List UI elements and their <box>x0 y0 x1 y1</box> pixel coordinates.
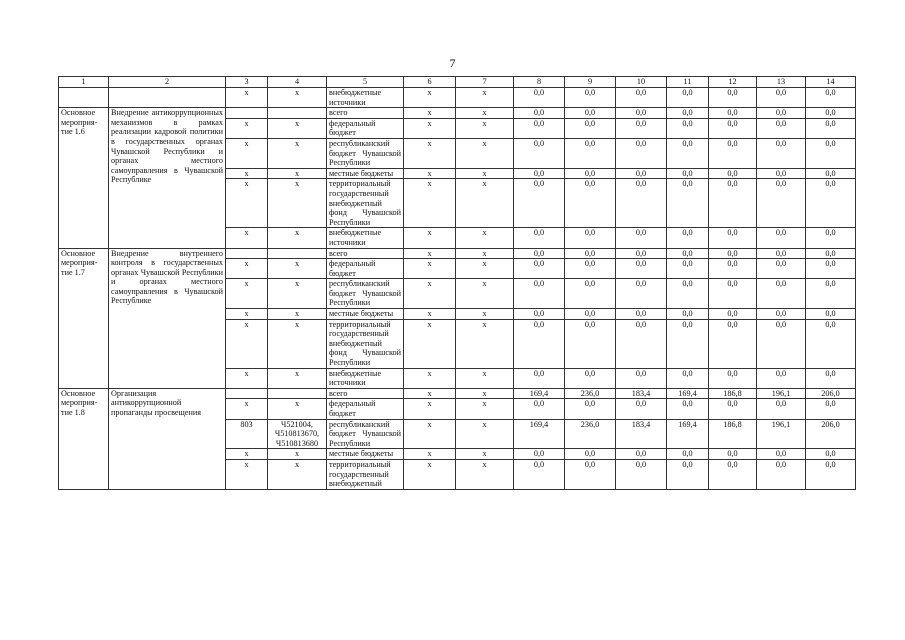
subgroup-cell: x <box>456 319 514 368</box>
funding-source-cell: республиканский бюджет Чувашской Республики <box>327 279 404 309</box>
column-header: 12 <box>709 77 757 88</box>
amount-cell: 0,0 <box>514 399 565 419</box>
amount-cell: 0,0 <box>565 309 616 320</box>
empty-cell <box>59 88 109 108</box>
column-header: 14 <box>806 77 856 88</box>
target-article-cell <box>268 108 327 119</box>
kbk-code-cell: x <box>226 319 268 368</box>
column-header: 2 <box>109 77 226 88</box>
amount-cell: 0,0 <box>757 259 806 279</box>
amount-cell: 196,1 <box>757 388 806 399</box>
funding-source-cell: внебюджетные источники <box>327 368 404 388</box>
target-article-cell: x <box>268 179 327 228</box>
amount-cell: 169,4 <box>514 419 565 449</box>
target-article-cell: Ч521004, Ч510813670, Ч510813680 <box>268 419 327 449</box>
target-article-cell: x <box>268 168 327 179</box>
amount-cell: 0,0 <box>565 368 616 388</box>
kbk-code-cell: x <box>226 88 268 108</box>
amount-cell: 0,0 <box>757 179 806 228</box>
subgroup-cell: x <box>456 309 514 320</box>
event-description-cell: Организация антикоррупционной пропаганды просвещения <box>109 388 226 489</box>
target-article-cell: x <box>268 279 327 309</box>
kbk-code-cell: x <box>226 228 268 248</box>
amount-cell: 0,0 <box>806 399 856 419</box>
funding-source-cell: территориальный государственный внебюджетный <box>327 459 404 489</box>
target-article-cell: x <box>268 459 327 489</box>
amount-cell: 0,0 <box>757 449 806 460</box>
amount-cell: 0,0 <box>667 108 709 119</box>
amount-cell: 0,0 <box>709 179 757 228</box>
amount-cell: 0,0 <box>757 279 806 309</box>
amount-cell: 0,0 <box>514 168 565 179</box>
target-article-cell: x <box>268 88 327 108</box>
subgroup-cell: x <box>456 368 514 388</box>
amount-cell: 0,0 <box>514 368 565 388</box>
amount-cell: 0,0 <box>616 368 667 388</box>
amount-cell: 0,0 <box>616 399 667 419</box>
group-cell: x <box>404 449 456 460</box>
amount-cell: 0,0 <box>709 309 757 320</box>
subgroup-cell: x <box>456 399 514 419</box>
target-article-cell <box>268 388 327 399</box>
group-cell: x <box>404 279 456 309</box>
amount-cell: 0,0 <box>514 88 565 108</box>
amount-cell: 0,0 <box>565 118 616 138</box>
kbk-code-cell: x <box>226 138 268 168</box>
amount-cell: 0,0 <box>757 138 806 168</box>
amount-cell: 0,0 <box>616 138 667 168</box>
column-header: 10 <box>616 77 667 88</box>
column-header: 8 <box>514 77 565 88</box>
kbk-code-cell <box>226 108 268 119</box>
amount-cell: 0,0 <box>565 279 616 309</box>
funding-source-cell: федеральный бюджет <box>327 118 404 138</box>
funding-source-cell: всего <box>327 388 404 399</box>
amount-cell: 0,0 <box>709 399 757 419</box>
target-article-cell: x <box>268 259 327 279</box>
group-cell: x <box>404 259 456 279</box>
amount-cell: 0,0 <box>667 168 709 179</box>
amount-cell: 0,0 <box>514 279 565 309</box>
amount-cell: 0,0 <box>616 259 667 279</box>
amount-cell: 0,0 <box>709 279 757 309</box>
amount-cell: 0,0 <box>806 449 856 460</box>
amount-cell: 0,0 <box>709 108 757 119</box>
amount-cell: 0,0 <box>806 309 856 320</box>
subgroup-cell: x <box>456 138 514 168</box>
funding-source-cell: местные бюджеты <box>327 449 404 460</box>
amount-cell: 0,0 <box>565 319 616 368</box>
target-article-cell <box>268 248 327 259</box>
subgroup-cell: x <box>456 168 514 179</box>
funding-source-cell: внебюджетные источники <box>327 88 404 108</box>
funding-source-cell: всего <box>327 108 404 119</box>
amount-cell: 236,0 <box>565 419 616 449</box>
group-cell: x <box>404 88 456 108</box>
amount-cell: 0,0 <box>667 399 709 419</box>
column-header: 3 <box>226 77 268 88</box>
amount-cell: 0,0 <box>757 118 806 138</box>
amount-cell: 0,0 <box>806 319 856 368</box>
amount-cell: 0,0 <box>709 459 757 489</box>
amount-cell: 0,0 <box>709 248 757 259</box>
kbk-code-cell: x <box>226 449 268 460</box>
amount-cell: 0,0 <box>709 259 757 279</box>
amount-cell: 0,0 <box>709 88 757 108</box>
column-header: 9 <box>565 77 616 88</box>
group-cell: x <box>404 368 456 388</box>
amount-cell: 0,0 <box>565 459 616 489</box>
amount-cell: 0,0 <box>565 88 616 108</box>
page-number: 7 <box>449 56 456 70</box>
amount-cell: 0,0 <box>616 248 667 259</box>
column-header: 5 <box>327 77 404 88</box>
target-article-cell: x <box>268 138 327 168</box>
amount-cell: 0,0 <box>806 279 856 309</box>
funding-source-cell: республиканский бюджет Чувашской Республики <box>327 419 404 449</box>
amount-cell: 186,8 <box>709 388 757 399</box>
group-cell: x <box>404 388 456 399</box>
amount-cell: 0,0 <box>616 459 667 489</box>
amount-cell: 0,0 <box>514 138 565 168</box>
amount-cell: 169,4 <box>667 388 709 399</box>
amount-cell: 0,0 <box>667 248 709 259</box>
empty-cell <box>109 88 226 108</box>
amount-cell: 0,0 <box>667 279 709 309</box>
amount-cell: 0,0 <box>514 309 565 320</box>
amount-cell: 0,0 <box>667 138 709 168</box>
amount-cell: 183,4 <box>616 419 667 449</box>
kbk-code-cell: x <box>226 118 268 138</box>
table-row <box>59 388 856 399</box>
amount-cell: 0,0 <box>616 108 667 119</box>
amount-cell: 0,0 <box>514 179 565 228</box>
target-article-cell: x <box>268 118 327 138</box>
funding-source-cell: территориальный государственный внебюджетный фонд Чувашской Республики <box>327 319 404 368</box>
kbk-code-cell <box>226 388 268 399</box>
kbk-code-cell: 803 <box>226 419 268 449</box>
amount-cell: 169,4 <box>667 419 709 449</box>
subgroup-cell: x <box>456 388 514 399</box>
funding-source-cell: федеральный бюджет <box>327 399 404 419</box>
amount-cell: 0,0 <box>616 179 667 228</box>
amount-cell: 0,0 <box>565 228 616 248</box>
event-description-cell: Внедрение внутреннего контроля в государственных органах Чувашской Республики и органах местного самоуправления в Чувашской Республике <box>109 248 226 388</box>
amount-cell: 0,0 <box>616 319 667 368</box>
group-cell: x <box>404 459 456 489</box>
kbk-code-cell <box>226 248 268 259</box>
amount-cell: 0,0 <box>757 319 806 368</box>
amount-cell: 0,0 <box>757 399 806 419</box>
amount-cell: 0,0 <box>514 459 565 489</box>
amount-cell: 0,0 <box>806 138 856 168</box>
amount-cell: 0,0 <box>757 459 806 489</box>
amount-cell: 236,0 <box>565 388 616 399</box>
subgroup-cell: x <box>456 179 514 228</box>
group-cell: x <box>404 118 456 138</box>
kbk-code-cell: x <box>226 399 268 419</box>
amount-cell: 0,0 <box>757 309 806 320</box>
subgroup-cell: x <box>456 108 514 119</box>
amount-cell: 0,0 <box>806 88 856 108</box>
amount-cell: 0,0 <box>565 399 616 419</box>
amount-cell: 0,0 <box>565 168 616 179</box>
kbk-code-cell: x <box>226 459 268 489</box>
amount-cell: 0,0 <box>709 138 757 168</box>
amount-cell: 0,0 <box>757 108 806 119</box>
header-row <box>59 77 856 88</box>
amount-cell: 0,0 <box>514 259 565 279</box>
amount-cell: 0,0 <box>565 108 616 119</box>
amount-cell: 0,0 <box>565 259 616 279</box>
amount-cell: 0,0 <box>757 248 806 259</box>
budget-table <box>58 76 856 490</box>
subgroup-cell: x <box>456 279 514 309</box>
subgroup-cell: x <box>456 259 514 279</box>
subgroup-cell: x <box>456 118 514 138</box>
amount-cell: 0,0 <box>709 319 757 368</box>
amount-cell: 0,0 <box>806 228 856 248</box>
amount-cell: 0,0 <box>565 138 616 168</box>
funding-source-cell: территориальный государственный внебюджетный фонд Чувашской Республики <box>327 179 404 228</box>
amount-cell: 0,0 <box>709 449 757 460</box>
event-label-cell: Основное мероприя-тие 1.7 <box>59 248 109 388</box>
funding-source-cell: федеральный бюджет <box>327 259 404 279</box>
amount-cell: 0,0 <box>757 368 806 388</box>
amount-cell: 0,0 <box>757 228 806 248</box>
funding-source-cell: местные бюджеты <box>327 309 404 320</box>
amount-cell: 0,0 <box>806 118 856 138</box>
column-header: 11 <box>667 77 709 88</box>
column-header: 7 <box>456 77 514 88</box>
column-header: 4 <box>268 77 327 88</box>
amount-cell: 0,0 <box>667 459 709 489</box>
funding-source-cell: всего <box>327 248 404 259</box>
target-article-cell: x <box>268 319 327 368</box>
funding-source-cell: республиканский бюджет Чувашской Республики <box>327 138 404 168</box>
amount-cell: 0,0 <box>616 449 667 460</box>
kbk-code-cell: x <box>226 368 268 388</box>
amount-cell: 0,0 <box>565 449 616 460</box>
funding-source-cell: внебюджетные источники <box>327 228 404 248</box>
amount-cell: 0,0 <box>616 309 667 320</box>
amount-cell: 0,0 <box>616 88 667 108</box>
amount-cell: 0,0 <box>667 179 709 228</box>
subgroup-cell: x <box>456 419 514 449</box>
column-header: 13 <box>757 77 806 88</box>
amount-cell: 0,0 <box>709 118 757 138</box>
kbk-code-cell: x <box>226 179 268 228</box>
amount-cell: 0,0 <box>616 279 667 309</box>
group-cell: x <box>404 168 456 179</box>
amount-cell: 0,0 <box>806 259 856 279</box>
event-label-cell: Основное мероприя-тие 1.6 <box>59 108 109 248</box>
amount-cell: 169,4 <box>514 388 565 399</box>
group-cell: x <box>404 108 456 119</box>
amount-cell: 0,0 <box>667 449 709 460</box>
amount-cell: 0,0 <box>806 168 856 179</box>
subgroup-cell: x <box>456 228 514 248</box>
group-cell: x <box>404 248 456 259</box>
amount-cell: 0,0 <box>565 248 616 259</box>
amount-cell: 0,0 <box>806 459 856 489</box>
target-article-cell: x <box>268 449 327 460</box>
group-cell: x <box>404 179 456 228</box>
amount-cell: 183,4 <box>616 388 667 399</box>
column-header: 6 <box>404 77 456 88</box>
event-label-cell: Основное мероприя-тие 1.8 <box>59 388 109 489</box>
table-row <box>59 108 856 119</box>
amount-cell: 206,0 <box>806 388 856 399</box>
subgroup-cell: x <box>456 449 514 460</box>
amount-cell: 0,0 <box>667 259 709 279</box>
target-article-cell: x <box>268 368 327 388</box>
amount-cell: 0,0 <box>514 108 565 119</box>
amount-cell: 0,0 <box>806 248 856 259</box>
amount-cell: 0,0 <box>616 118 667 138</box>
amount-cell: 0,0 <box>616 228 667 248</box>
subgroup-cell: x <box>456 459 514 489</box>
group-cell: x <box>404 319 456 368</box>
event-description-cell: Внедрение антикоррупционных механизмов в рамках реализации кадровой политики в государственных органах Чувашской Республики и органах местного самоуправления в Чувашской Республике <box>109 108 226 248</box>
funding-source-cell: местные бюджеты <box>327 168 404 179</box>
target-article-cell: x <box>268 309 327 320</box>
amount-cell: 0,0 <box>667 319 709 368</box>
kbk-code-cell: x <box>226 259 268 279</box>
amount-cell: 0,0 <box>667 228 709 248</box>
group-cell: x <box>404 309 456 320</box>
group-cell: x <box>404 228 456 248</box>
amount-cell: 0,0 <box>667 118 709 138</box>
kbk-code-cell: x <box>226 279 268 309</box>
amount-cell: 0,0 <box>667 309 709 320</box>
amount-cell: 0,0 <box>757 168 806 179</box>
amount-cell: 206,0 <box>806 419 856 449</box>
amount-cell: 0,0 <box>514 248 565 259</box>
amount-cell: 0,0 <box>514 449 565 460</box>
amount-cell: 0,0 <box>709 368 757 388</box>
amount-cell: 0,0 <box>514 228 565 248</box>
amount-cell: 0,0 <box>514 118 565 138</box>
group-cell: x <box>404 138 456 168</box>
amount-cell: 0,0 <box>757 88 806 108</box>
kbk-code-cell: x <box>226 168 268 179</box>
amount-cell: 0,0 <box>514 319 565 368</box>
amount-cell: 186,8 <box>709 419 757 449</box>
amount-cell: 0,0 <box>616 168 667 179</box>
table-row <box>59 88 856 108</box>
amount-cell: 0,0 <box>709 228 757 248</box>
amount-cell: 0,0 <box>806 179 856 228</box>
subgroup-cell: x <box>456 88 514 108</box>
table-row <box>59 248 856 259</box>
target-article-cell: x <box>268 399 327 419</box>
amount-cell: 0,0 <box>806 108 856 119</box>
amount-cell: 0,0 <box>806 368 856 388</box>
subgroup-cell: x <box>456 248 514 259</box>
group-cell: x <box>404 419 456 449</box>
amount-cell: 0,0 <box>667 368 709 388</box>
target-article-cell: x <box>268 228 327 248</box>
group-cell: x <box>404 399 456 419</box>
amount-cell: 196,1 <box>757 419 806 449</box>
amount-cell: 0,0 <box>667 88 709 108</box>
column-header: 1 <box>59 77 109 88</box>
amount-cell: 0,0 <box>709 168 757 179</box>
amount-cell: 0,0 <box>565 179 616 228</box>
kbk-code-cell: x <box>226 309 268 320</box>
